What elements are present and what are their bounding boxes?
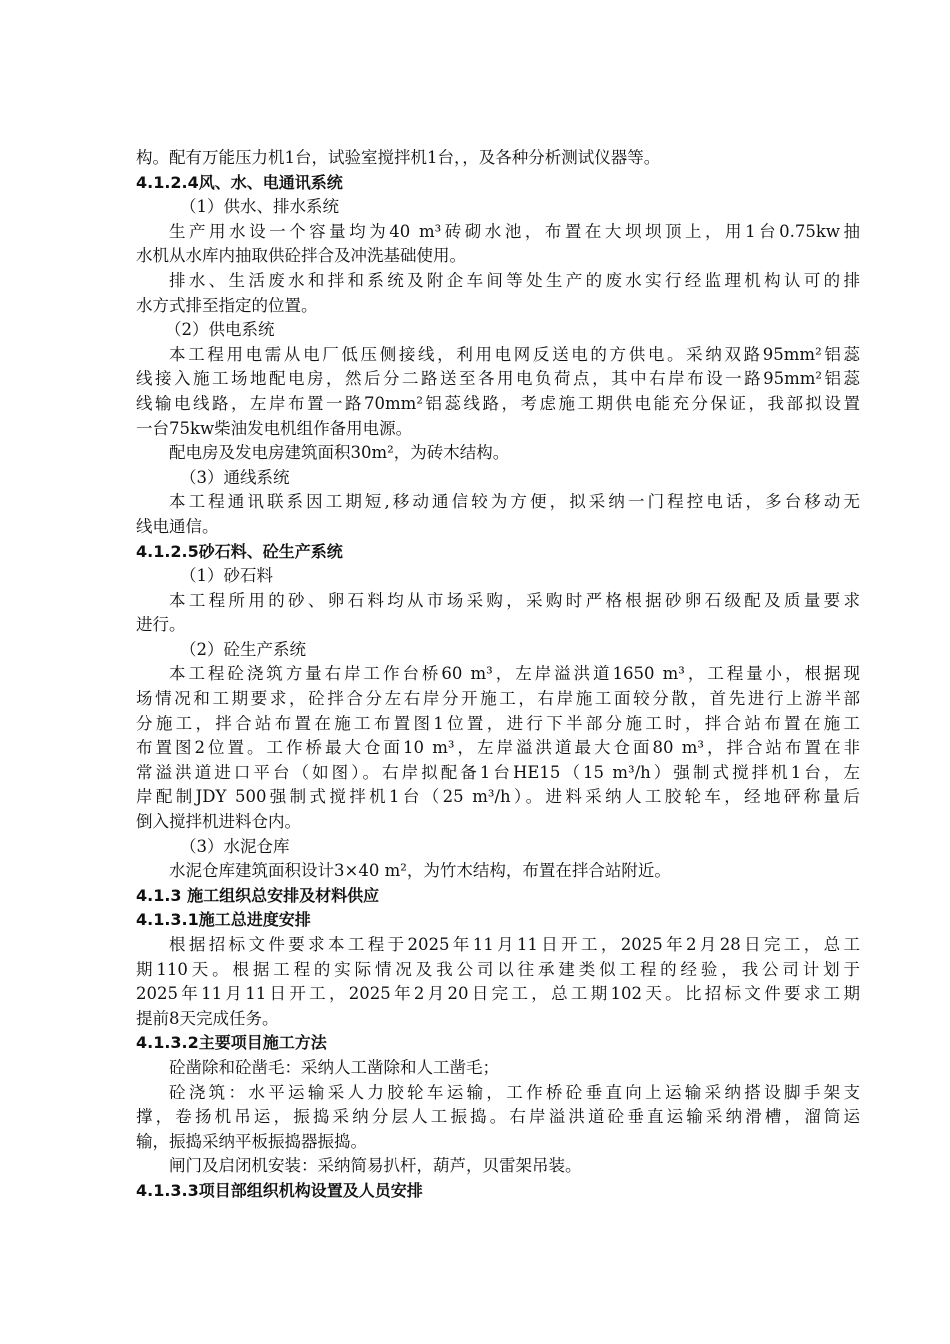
- section-heading: 4.1.3.1施工总进度安排: [136, 910, 311, 930]
- paragraph-line: 分施工，拌合站布置在施工布置图1位置，进行下半部分施工时，拌合站布置在施工: [136, 713, 860, 733]
- paragraph-line: 线输电线路，左岸布置一路70mm²铝蕊线路，考虑施工期供电能充分保证，我部拟设置: [136, 393, 860, 413]
- section-heading: 4.1.3.3项目部组织机构设置及人员安排: [136, 1180, 423, 1200]
- paragraph-line: 布置图2位置。工作桥最大仓面10 m³，左岸溢洪道最大仓面80 m³，拌合站布置在非: [136, 738, 860, 758]
- paragraph-line: 闸门及启闭机安装：采纳简易扒杆，葫芦，贝雷架吊装。: [169, 1156, 582, 1176]
- paragraph-line: 根据招标文件要求本工程于2025年11月11日开工，2025年2月28日完工，总工: [169, 935, 860, 954]
- paragraph-line: 2025年11月11日开工，2025年2月20日完工，总工期102天。比招标文件要求工期: [136, 984, 860, 1004]
- paragraph-line: 线电通信。: [136, 516, 219, 536]
- paragraph-line: 本工程通讯联系因工期短,移动通信较为方便，拟采纳一门程控电话，多台移动无: [169, 492, 860, 512]
- subsection-label: （1）供水、排水系统: [180, 197, 339, 217]
- subsection-label: （3）水泥仓库: [180, 836, 290, 856]
- paragraph-line: 提前8天完成任务。: [136, 1008, 279, 1028]
- paragraph-line: 一台75kw柴油发电机组作备用电源。: [136, 418, 413, 438]
- paragraph-line: 场情况和工期要求，砼拌合分左右岸分开施工，右岸施工面较分散，首先进行上游半部: [136, 689, 860, 709]
- paragraph-line: 水泥仓库建筑面积设计3×40 m²，为竹木结构，布置在拌合站附近。: [169, 861, 671, 881]
- paragraph-line: 本工程所用的砂、卵石料均从市场采购，采购时严格根据砂卵石级配及质量要求: [169, 590, 860, 610]
- paragraph-line: 常溢洪道进口平台（如图）。右岸拟配备1台HE15（15 m³/h）强制式搅拌机1台，左: [136, 762, 860, 782]
- subsection-label: （2）砼生产系统: [180, 639, 306, 659]
- paragraph-line: 本工程用电需从电厂低压侧接线，利用电网反送电的方供电。采纳双路95mm²铝蕊: [169, 344, 860, 364]
- paragraph-line: 配电房及发电房建筑面积30m²，为砖木结构。: [169, 443, 510, 463]
- paragraph-line: 生产用水设一个容量均为40 m³砖砌水池，布置在大坝坝顶上，用1台0.75kw抽: [169, 221, 860, 241]
- paragraph-line: 期110天。根据工程的实际情况及我公司以往承建类似工程的经验，我公司计划于: [136, 959, 860, 979]
- paragraph-line: 排水、生活废水和拌和系统及附企车间等处生产的废水实行经监理机构认可的排: [169, 270, 860, 290]
- paragraph-line: 输，振捣采纳平板振捣器振捣。: [136, 1131, 367, 1151]
- paragraph-line: 撑，卷扬机吊运，振捣采纳分层人工振捣。右岸溢洪道砼垂直运输采纳滑槽，溜筒运: [136, 1107, 860, 1127]
- paragraph-line: 水机从水库内抽取供砼拌合及冲洗基础使用。: [136, 246, 466, 266]
- document-body: [136, 146, 860, 1204]
- paragraph-line: 倒入搅拌机进料仓内。: [136, 812, 301, 832]
- paragraph-line: 本工程砼浇筑方量右岸工作台桥60 m³，左岸溢洪道1650 m³，工程量小，根据现: [169, 664, 860, 684]
- paragraph-line: 砼凿除和砼凿毛：采纳人工凿除和人工凿毛；: [169, 1057, 499, 1077]
- subsection-label: （2）供电系统: [165, 320, 275, 340]
- section-heading: 4.1.2.4风、水、电通讯系统: [136, 172, 343, 192]
- subsection-label: （3）通线系统: [180, 467, 290, 487]
- paragraph-line: 水方式排至指定的位置。: [136, 295, 318, 315]
- paragraph-line: 砼浇筑：水平运输采人力胶轮车运输，工作桥砼垂直向上运输采纳搭设脚手架支: [169, 1082, 860, 1102]
- section-heading: 4.1.3 施工组织总安排及材料供应: [136, 885, 380, 905]
- paragraph-line: 构。配有万能压力机1台，试验室搅拌机1台，，及各种分析测试仪器等。: [136, 148, 661, 167]
- section-heading: 4.1.3.2主要项目施工方法: [136, 1033, 327, 1053]
- subsection-label: （1）砂石料: [180, 566, 273, 586]
- paragraph-line: 岸配制JDY 500强制式搅拌机1台（25 m³/h）。进料采纳人工胶轮车，经地砰称量后: [136, 787, 860, 807]
- paragraph-line: 进行。: [136, 615, 186, 635]
- paragraph-line: 线接入施工场地配电房，然后分二路送至各用电负荷点，其中右岸布设一路95mm²铝蕊: [136, 369, 860, 389]
- section-heading: 4.1.2.5砂石料、砼生产系统: [136, 541, 343, 561]
